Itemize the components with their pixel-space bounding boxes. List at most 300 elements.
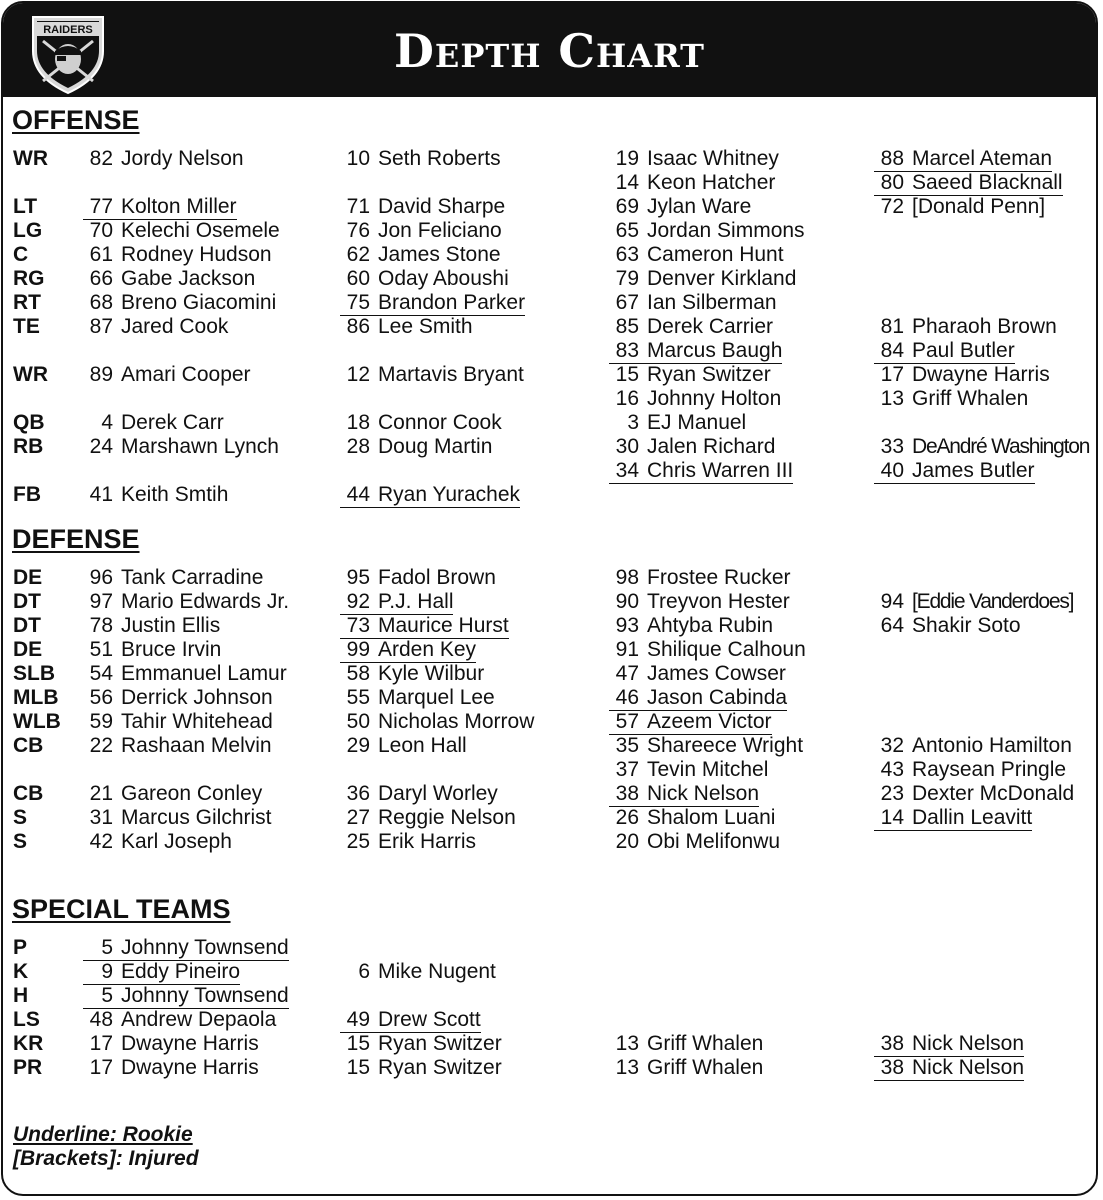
- player-name: Nicholas Morrow: [378, 710, 535, 733]
- player-entry: [340, 686, 495, 710]
- player-entry: [83, 638, 221, 662]
- player-entry: [83, 1032, 259, 1056]
- jersey-number: 64: [880, 614, 904, 637]
- jersey-number: 15: [615, 363, 639, 386]
- player-entry: [609, 614, 773, 638]
- jersey-number: 17: [880, 363, 904, 386]
- player-name: Marcus Gilchrist: [121, 806, 272, 829]
- player-entry: [874, 387, 1028, 411]
- jersey-number: 71: [346, 195, 370, 218]
- player-entry: [340, 614, 509, 639]
- player-entry: [340, 195, 505, 219]
- player-name: Jon Feliciano: [378, 219, 502, 242]
- player-entry: [609, 219, 805, 243]
- player-entry: [609, 734, 803, 758]
- jersey-number: 13: [615, 1056, 639, 1079]
- player-entry: [874, 782, 1074, 806]
- player-entry: [340, 1008, 481, 1033]
- player-name: Tevin Mitchel: [647, 758, 769, 781]
- player-entry: [609, 363, 771, 387]
- player-name: Seth Roberts: [378, 147, 501, 170]
- jersey-number: 51: [89, 638, 113, 661]
- jersey-number: 73: [346, 614, 370, 637]
- position-label: LG: [13, 219, 43, 242]
- player-name: Rodney Hudson: [121, 243, 272, 266]
- player-name: Ryan Switzer: [647, 363, 771, 386]
- jersey-number: 29: [346, 734, 370, 757]
- jersey-number: 16: [615, 387, 639, 410]
- player-entry: [83, 614, 220, 638]
- jersey-number: 89: [89, 363, 113, 386]
- player-name: Obi Melifonwu: [647, 830, 781, 853]
- player-name: Gabe Jackson: [121, 267, 256, 290]
- position-label: QB: [13, 411, 45, 434]
- player-entry: [340, 411, 502, 435]
- player-name: Ryan Switzer: [378, 1056, 502, 1079]
- jersey-number: 80: [880, 171, 904, 194]
- player-name: Frostee Rucker: [647, 566, 791, 589]
- player-entry: [83, 782, 262, 806]
- player-name: Marcel Ateman: [912, 147, 1053, 170]
- jersey-number: 15: [346, 1056, 370, 1079]
- player-name: Karl Joseph: [121, 830, 232, 853]
- player-name: Raysean Pringle: [912, 758, 1067, 781]
- jersey-number: 12: [346, 363, 370, 386]
- player-name: Justin Ellis: [121, 614, 221, 637]
- player-name: Lee Smith: [378, 315, 473, 338]
- position-label: TE: [13, 315, 40, 338]
- player-name: Arden Key: [378, 638, 477, 661]
- jersey-number: 30: [615, 435, 639, 458]
- player-name: Reggie Nelson: [378, 806, 516, 829]
- player-name: Tank Carradine: [121, 566, 264, 589]
- player-entry: [874, 758, 1066, 782]
- player-name: Andrew Depaola: [121, 1008, 277, 1031]
- jersey-number: 37: [615, 758, 639, 781]
- player-name: Griff Whalen: [647, 1056, 764, 1079]
- position-label: RG: [13, 267, 45, 290]
- jersey-number: 91: [615, 638, 639, 661]
- jersey-number: 59: [89, 710, 113, 733]
- jersey-number: 38: [880, 1032, 904, 1055]
- jersey-number: 97: [89, 590, 113, 613]
- player-entry: [83, 710, 273, 734]
- player-name: Dwayne Harris: [121, 1056, 259, 1079]
- player-name: Martavis Bryant: [378, 363, 524, 386]
- jersey-number: 41: [89, 483, 113, 506]
- player-name: Kolton Miller: [121, 195, 237, 218]
- player-name: James Butler: [912, 459, 1035, 482]
- player-name: Dexter McDonald: [912, 782, 1075, 805]
- player-entry: [874, 363, 1050, 387]
- position-label: PR: [13, 1056, 43, 1079]
- jersey-number: 14: [880, 806, 904, 829]
- jersey-number: 26: [615, 806, 639, 829]
- player-name: DeAndré Washington: [912, 435, 1090, 458]
- player-entry: [874, 315, 1057, 339]
- player-entry: [340, 267, 509, 291]
- jersey-number: 3: [627, 411, 639, 434]
- player-entry: [874, 590, 1073, 614]
- jersey-number: 88: [880, 147, 904, 170]
- player-entry: [83, 363, 251, 387]
- jersey-number: 42: [89, 830, 113, 853]
- jersey-number: 4: [101, 411, 113, 434]
- jersey-number: 38: [615, 782, 639, 805]
- jersey-number: 48: [89, 1008, 113, 1031]
- player-entry: [609, 830, 780, 854]
- jersey-number: 62: [346, 243, 370, 266]
- player-name: Jylan Ware: [647, 195, 752, 218]
- jersey-number: 66: [89, 267, 113, 290]
- player-name: Nick Nelson: [912, 1056, 1025, 1079]
- player-entry: [83, 243, 272, 267]
- player-name: Mario Edwards Jr.: [121, 590, 290, 613]
- player-name: Oday Aboushi: [378, 267, 509, 290]
- jersey-number: 13: [880, 387, 904, 410]
- player-entry: [83, 219, 280, 243]
- player-entry: [340, 483, 520, 508]
- player-entry: [83, 590, 289, 614]
- player-name: [Eddie Vanderdoes]: [912, 590, 1074, 613]
- player-name: Rashaan Melvin: [121, 734, 272, 757]
- jersey-number: 49: [346, 1008, 370, 1031]
- player-name: Eddy Pineiro: [121, 960, 241, 983]
- player-entry: [340, 1032, 502, 1056]
- player-entry: [609, 387, 781, 411]
- player-name: Denver Kirkland: [647, 267, 797, 290]
- position-label: P: [13, 936, 28, 959]
- player-entry: [83, 936, 289, 961]
- player-name: Azeem Victor: [647, 710, 772, 733]
- jersey-number: 85: [615, 315, 639, 338]
- player-name: Jordy Nelson: [121, 147, 244, 170]
- player-entry: [340, 219, 502, 243]
- jersey-number: 96: [89, 566, 113, 589]
- player-name: Griff Whalen: [647, 1032, 764, 1055]
- position-label: WR: [13, 147, 48, 170]
- player-entry: [83, 686, 273, 710]
- jersey-number: 54: [89, 662, 113, 685]
- player-name: Kyle Wilbur: [378, 662, 485, 685]
- position-label: RT: [13, 291, 41, 314]
- player-name: EJ Manuel: [647, 411, 747, 434]
- player-entry: [83, 734, 272, 758]
- player-name: Ian Silberman: [647, 291, 777, 314]
- player-entry: [609, 590, 790, 614]
- player-entry: [609, 291, 777, 315]
- player-entry: [609, 566, 791, 590]
- jersey-number: 90: [615, 590, 639, 613]
- player-entry: [83, 435, 279, 459]
- player-name: Ahtyba Rubin: [647, 614, 774, 637]
- jersey-number: 83: [615, 339, 639, 362]
- jersey-number: 94: [880, 590, 904, 613]
- player-entry: [609, 638, 806, 662]
- player-name: Bruce Irvin: [121, 638, 222, 661]
- jersey-number: 84: [880, 339, 904, 362]
- position-label: H: [13, 984, 29, 1007]
- player-entry: [340, 243, 501, 267]
- position-label: S: [13, 806, 28, 829]
- jersey-number: 43: [880, 758, 904, 781]
- player-entry: [874, 171, 1063, 196]
- player-name: Jordan Simmons: [647, 219, 805, 242]
- player-entry: [609, 243, 784, 267]
- player-name: Jalen Richard: [647, 435, 776, 458]
- jersey-number: 61: [89, 243, 113, 266]
- jersey-number: 65: [615, 219, 639, 242]
- offense-heading: OFFENSE: [12, 105, 140, 135]
- player-entry: [609, 1056, 763, 1080]
- jersey-number: 68: [89, 291, 113, 314]
- player-entry: [609, 758, 768, 782]
- jersey-number: 40: [880, 459, 904, 482]
- player-name: Nick Nelson: [912, 1032, 1025, 1055]
- defense-heading: DEFENSE: [12, 524, 140, 554]
- player-entry: [609, 339, 782, 364]
- player-name: Dallin Leavitt: [912, 806, 1033, 829]
- player-entry: [83, 483, 228, 507]
- jersey-number: 34: [615, 459, 639, 482]
- jersey-number: 22: [89, 734, 113, 757]
- jersey-number: 56: [89, 686, 113, 709]
- player-entry: [609, 686, 787, 711]
- player-entry: [874, 1056, 1024, 1081]
- jersey-number: 63: [615, 243, 639, 266]
- player-entry: [340, 566, 496, 590]
- player-name: Dwayne Harris: [912, 363, 1050, 386]
- player-entry: [609, 435, 775, 459]
- jersey-number: 58: [346, 662, 370, 685]
- jersey-number: 95: [346, 566, 370, 589]
- player-name: James Stone: [378, 243, 501, 266]
- player-entry: [83, 291, 276, 315]
- player-entry: [340, 830, 476, 854]
- player-name: Shalom Luani: [647, 806, 776, 829]
- position-label: DT: [13, 590, 41, 613]
- jersey-number: 13: [615, 1032, 639, 1055]
- player-entry: [609, 782, 759, 807]
- jersey-number: 87: [89, 315, 113, 338]
- player-entry: [83, 195, 237, 220]
- jersey-number: 50: [346, 710, 370, 733]
- jersey-number: 21: [89, 782, 113, 805]
- position-label: MLB: [13, 686, 59, 709]
- player-entry: [83, 315, 228, 339]
- player-name: Jason Cabinda: [647, 686, 788, 709]
- jersey-number: 82: [89, 147, 113, 170]
- player-name: P.J. Hall: [378, 590, 454, 613]
- jersey-number: 93: [615, 614, 639, 637]
- player-name: Tahir Whitehead: [121, 710, 273, 733]
- jersey-number: 75: [346, 291, 370, 314]
- jersey-number: 55: [346, 686, 370, 709]
- player-name: Griff Whalen: [912, 387, 1029, 410]
- jersey-number: 10: [346, 147, 370, 170]
- position-label: C: [13, 243, 29, 266]
- player-name: Derek Carrier: [647, 315, 774, 338]
- jersey-number: 81: [880, 315, 904, 338]
- player-name: Breno Giacomini: [121, 291, 277, 314]
- player-entry: [340, 638, 476, 663]
- player-name: Drew Scott: [378, 1008, 481, 1031]
- position-label: RB: [13, 435, 44, 458]
- position-label: K: [13, 960, 29, 983]
- player-entry: [340, 662, 484, 686]
- player-entry: [609, 195, 751, 219]
- header-bar: [3, 3, 1096, 97]
- player-entry: [83, 566, 263, 590]
- player-name: Brandon Parker: [378, 291, 526, 314]
- player-entry: [83, 662, 287, 686]
- player-entry: [83, 960, 240, 985]
- jersey-number: 23: [880, 782, 904, 805]
- player-name: Antonio Hamilton: [912, 734, 1072, 757]
- player-entry: [874, 1032, 1024, 1057]
- player-entry: [340, 960, 496, 984]
- position-label: WLB: [13, 710, 61, 733]
- player-entry: [83, 1008, 276, 1032]
- player-entry: [874, 147, 1052, 172]
- jersey-number: 28: [346, 435, 370, 458]
- player-name: Amari Cooper: [121, 363, 251, 386]
- player-name: Emmanuel Lamur: [121, 662, 287, 685]
- position-label: S: [13, 830, 28, 853]
- player-name: Johnny Holton: [647, 387, 782, 410]
- jersey-number: 79: [615, 267, 639, 290]
- player-entry: [83, 830, 232, 854]
- player-name: Gareon Conley: [121, 782, 263, 805]
- jersey-number: 33: [880, 435, 904, 458]
- player-entry: [609, 147, 779, 171]
- player-entry: [83, 984, 289, 1009]
- player-name: Derrick Johnson: [121, 686, 273, 709]
- page-title: Depth Chart: [394, 24, 705, 78]
- player-name: Shakir Soto: [912, 614, 1021, 637]
- jersey-number: 6: [358, 960, 370, 983]
- jersey-number: 86: [346, 315, 370, 338]
- jersey-number: 69: [615, 195, 639, 218]
- player-entry: [874, 435, 1089, 459]
- jersey-number: 5: [101, 936, 113, 959]
- position-label: CB: [13, 782, 44, 805]
- player-entry: [340, 363, 524, 387]
- player-entry: [609, 710, 772, 735]
- player-entry: [340, 806, 516, 830]
- position-label: WR: [13, 363, 48, 386]
- position-label: SLB: [13, 662, 55, 685]
- jersey-number: 38: [880, 1056, 904, 1079]
- player-entry: [340, 147, 501, 171]
- player-name: Connor Cook: [378, 411, 502, 434]
- player-entry: [340, 435, 492, 459]
- player-name: Marcus Baugh: [647, 339, 783, 362]
- player-name: Treyvon Hester: [647, 590, 790, 613]
- player-name: Doug Martin: [378, 435, 493, 458]
- player-name: Chris Warren III: [647, 459, 794, 482]
- player-name: Marshawn Lynch: [121, 435, 279, 458]
- player-entry: [83, 147, 244, 171]
- jersey-number: 77: [89, 195, 113, 218]
- jersey-number: 60: [346, 267, 370, 290]
- position-label: DE: [13, 566, 43, 589]
- legend-injured: [Brackets]: Injured: [13, 1147, 199, 1170]
- player-name: Isaac Whitney: [647, 147, 779, 170]
- jersey-number: 15: [346, 1032, 370, 1055]
- jersey-number: 99: [346, 638, 370, 661]
- player-name: Keith Smtih: [121, 483, 229, 506]
- jersey-number: 24: [89, 435, 113, 458]
- player-name: [Donald Penn]: [912, 195, 1046, 218]
- player-entry: [83, 267, 255, 291]
- jersey-number: 78: [89, 614, 113, 637]
- player-entry: [340, 734, 467, 758]
- jersey-number: 76: [346, 219, 370, 242]
- jersey-number: 67: [615, 291, 639, 314]
- player-entry: [609, 411, 746, 435]
- player-name: Ryan Switzer: [378, 1032, 502, 1055]
- position-label: CB: [13, 734, 44, 757]
- player-entry: [609, 267, 796, 291]
- player-name: David Sharpe: [378, 195, 506, 218]
- jersey-number: 5: [101, 984, 113, 1007]
- player-entry: [83, 806, 272, 830]
- player-name: James Cowser: [647, 662, 786, 685]
- player-name: Pharaoh Brown: [912, 315, 1057, 338]
- player-name: Jared Cook: [121, 315, 229, 338]
- jersey-number: 46: [615, 686, 639, 709]
- jersey-number: 32: [880, 734, 904, 757]
- jersey-number: 9: [101, 960, 113, 983]
- position-label: KR: [13, 1032, 44, 1055]
- player-entry: [609, 662, 786, 686]
- position-label: DT: [13, 614, 41, 637]
- jersey-number: 44: [346, 483, 370, 506]
- player-name: Johnny Townsend: [121, 984, 289, 1007]
- depth-chart-card: [1, 1, 1098, 1196]
- player-entry: [609, 806, 775, 830]
- player-name: Leon Hall: [378, 734, 467, 757]
- player-entry: [340, 1056, 502, 1080]
- player-name: Cameron Hunt: [647, 243, 784, 266]
- player-entry: [340, 710, 534, 734]
- jersey-number: 31: [89, 806, 113, 829]
- jersey-number: 92: [346, 590, 370, 613]
- player-entry: [340, 291, 525, 316]
- player-entry: [340, 782, 498, 806]
- player-name: Erik Harris: [378, 830, 476, 853]
- player-name: Johnny Townsend: [121, 936, 289, 959]
- jersey-number: 19: [615, 147, 639, 170]
- position-label: LT: [13, 195, 38, 218]
- player-entry: [609, 459, 793, 484]
- jersey-number: 57: [615, 710, 639, 733]
- jersey-number: 25: [346, 830, 370, 853]
- jersey-number: 70: [89, 219, 113, 242]
- player-entry: [609, 1032, 763, 1056]
- legend: [13, 1123, 199, 1171]
- player-name: Nick Nelson: [647, 782, 760, 805]
- position-label: DE: [13, 638, 43, 661]
- player-entry: [340, 315, 473, 339]
- player-entry: [874, 195, 1045, 219]
- position-label: LS: [13, 1008, 40, 1031]
- player-entry: [874, 614, 1021, 638]
- jersey-number: 17: [89, 1032, 113, 1055]
- player-entry: [83, 1056, 259, 1080]
- jersey-number: 18: [346, 411, 370, 434]
